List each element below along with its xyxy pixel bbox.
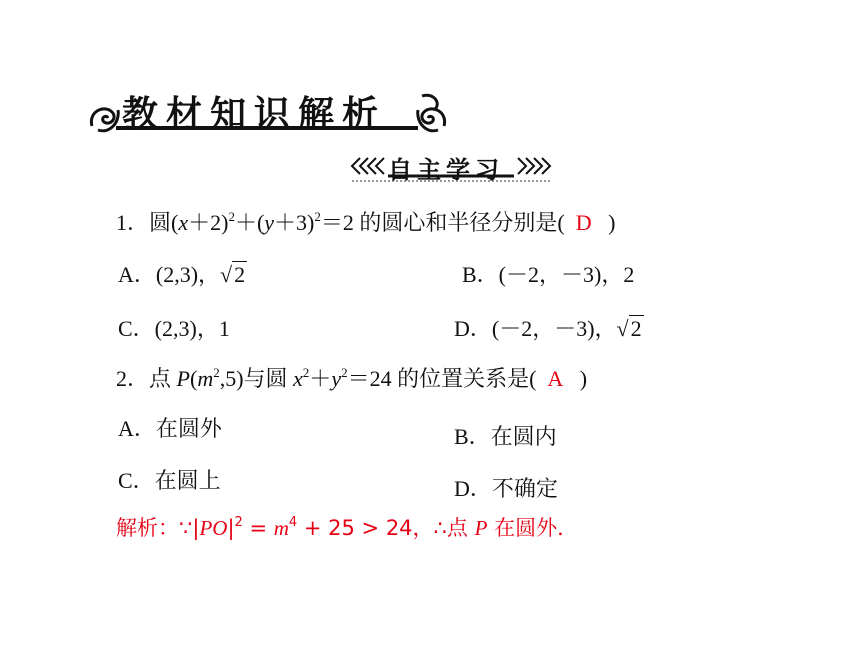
q2-option-d: D．不确定 xyxy=(454,476,558,501)
q2-option-c: C．在圆上 xyxy=(118,468,221,493)
left-chevrons-icon xyxy=(352,158,384,174)
sqrt-symbol: √2 xyxy=(616,316,642,341)
q1-option-a: A．(2,3)，√2 xyxy=(118,262,246,287)
sqrt-symbol: √2 xyxy=(220,262,246,287)
q2-option-a: A．在圆外 xyxy=(118,416,222,441)
q2-option-b: B．在圆内 xyxy=(454,424,557,449)
question-1: 1．圆$(x+2)^2+(y+3)^2=2$ 的圆心和半径分别是( D ) xyxy=(116,209,616,235)
q1-option-d: D．(－2，－3)，√2 xyxy=(454,316,642,341)
question-2: 2．点 $P(m^2,5)$与圆 $x^2+y^2=24$ 的位置关系是( A ) xyxy=(116,365,588,391)
answer-2: A xyxy=(547,366,564,391)
question-number: 2． xyxy=(116,366,150,391)
right-chevrons-icon xyxy=(518,158,550,174)
q1-option-b: B．(－2，－3)，2 xyxy=(462,262,635,287)
section-title: 教材知识解析 xyxy=(122,94,387,135)
question-number: 1． xyxy=(116,210,150,235)
section-subtitle: 自主学习 xyxy=(388,156,504,184)
left-swirl-ornament xyxy=(91,109,118,131)
q1-option-c: C．(2,3)，1 xyxy=(118,316,230,341)
answer-1: D xyxy=(575,210,592,235)
right-swirl-ornament xyxy=(418,109,445,131)
analysis-line: 解析：$\because|PO|^2 = m^4 + 25 > 24$，∴点 P 在圆外． xyxy=(116,515,579,540)
